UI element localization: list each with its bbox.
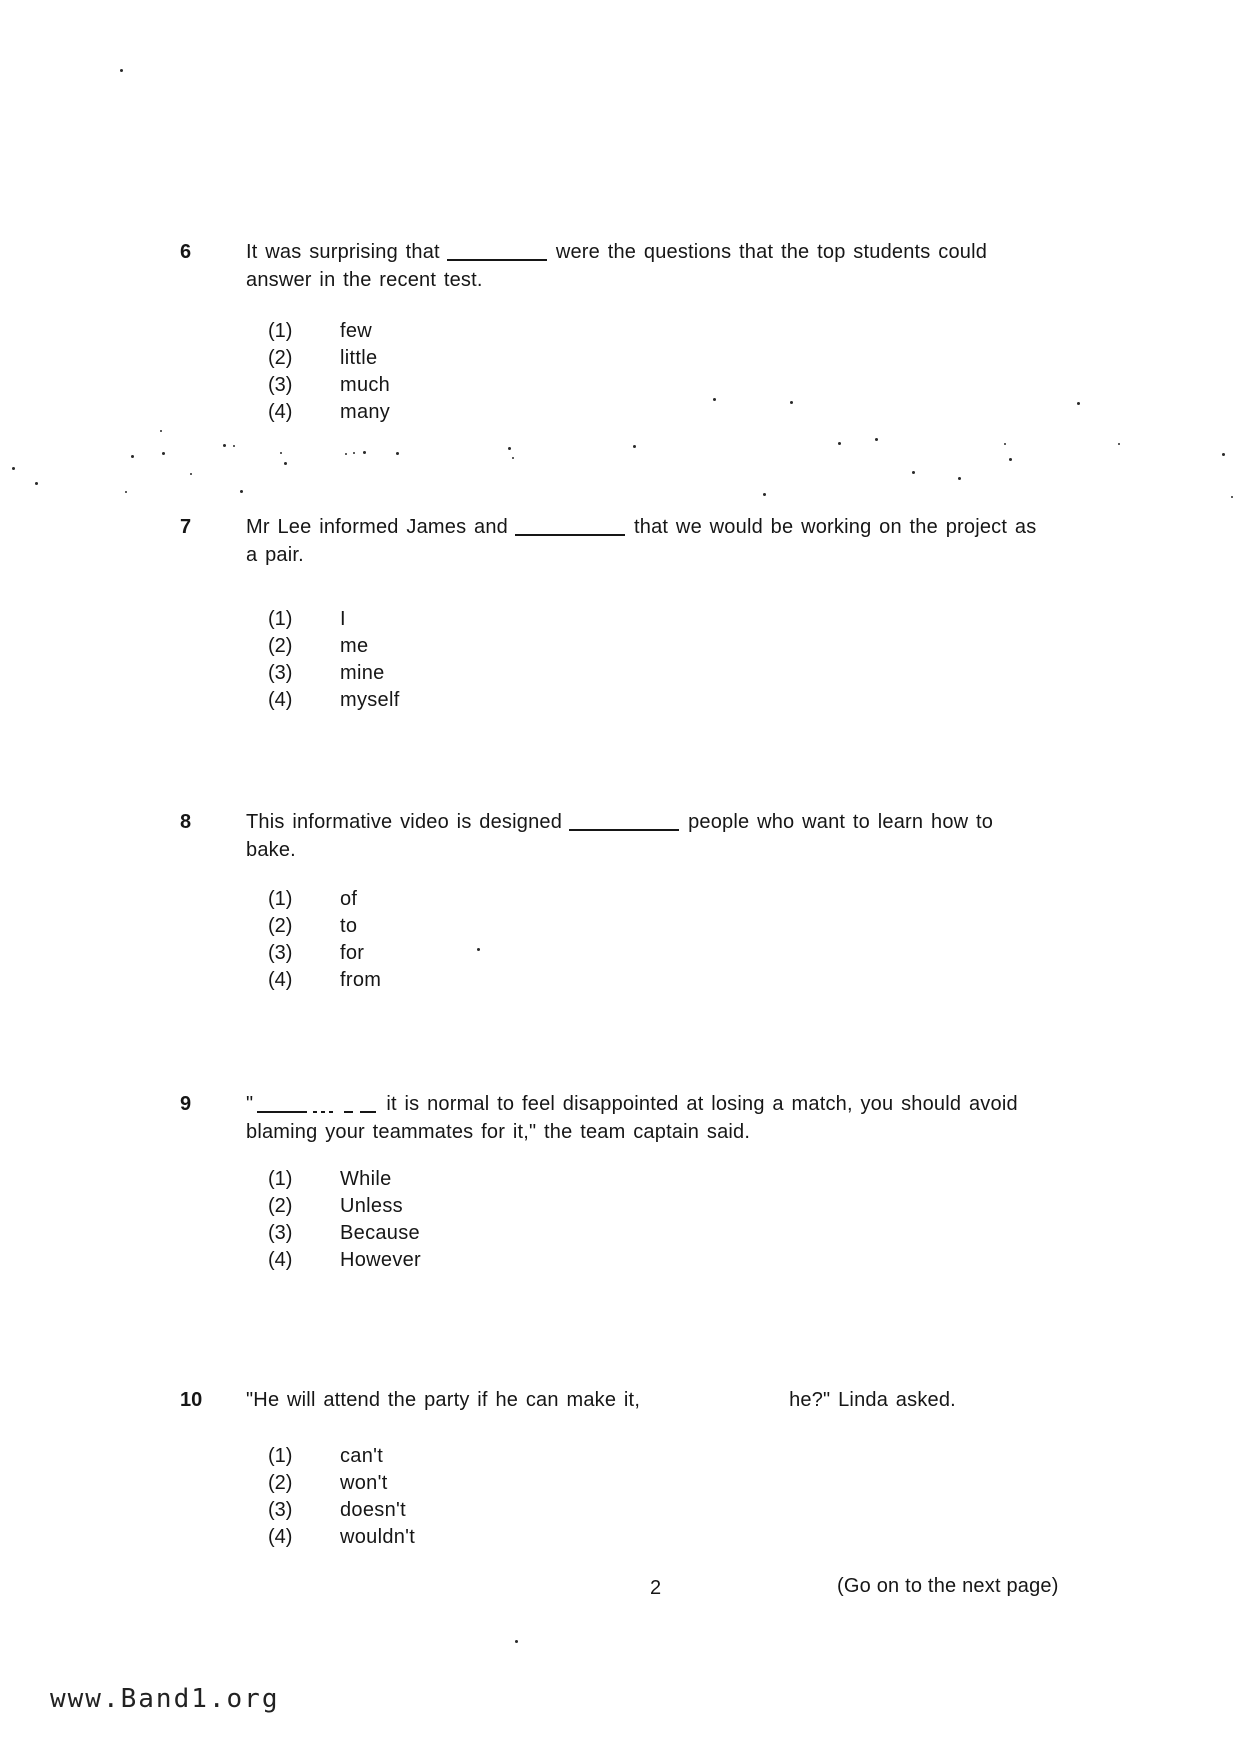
scan-noise-speck — [1231, 496, 1233, 498]
scan-noise-speck — [353, 452, 355, 454]
option-text: many — [340, 401, 391, 423]
option — [268, 1524, 1091, 1551]
scan-noise-speck — [223, 444, 226, 447]
options-list — [246, 1443, 1091, 1551]
option — [268, 606, 1091, 633]
scan-noise-speck — [790, 401, 793, 404]
scan-noise-speck — [35, 482, 38, 485]
question-number: 9 — [180, 1093, 192, 1115]
option — [268, 345, 1091, 372]
scan-noise-speck — [763, 493, 766, 496]
scan-noise-speck — [1077, 402, 1080, 405]
option-label: (3) — [268, 1222, 293, 1244]
scan-noise-speck — [363, 451, 366, 454]
scan-noise-speck — [1004, 443, 1006, 445]
option-label: (3) — [268, 1499, 293, 1521]
option-text: While — [340, 1168, 392, 1190]
scan-noise-speck — [280, 452, 282, 454]
option-label: (4) — [268, 689, 293, 711]
stem-text-after-blank: he?" Linda asked. — [789, 1389, 956, 1411]
watermark-url: www.Band1.org — [50, 1684, 280, 1714]
scan-noise-speck — [160, 430, 162, 432]
stem-text-before-blank: "He will attend the party if he can make it, — [246, 1389, 641, 1411]
option-text: from — [340, 969, 382, 991]
option-text: However — [340, 1249, 422, 1271]
option-text: I — [340, 608, 346, 630]
option — [268, 633, 1091, 660]
option — [268, 940, 1091, 967]
stem-text-after-blank: that we would be working on the project as — [634, 516, 1037, 538]
answer-blank — [647, 1395, 780, 1409]
option-label: (3) — [268, 942, 293, 964]
option — [268, 687, 1091, 714]
option — [268, 1497, 1091, 1524]
scan-noise-speck — [633, 445, 636, 448]
option-text: mine — [340, 662, 385, 684]
option-label: (4) — [268, 1526, 293, 1548]
question-stem — [246, 513, 1091, 569]
question-stem — [246, 1386, 1091, 1414]
option-text: won't — [340, 1472, 388, 1494]
scan-noise-speck — [284, 462, 287, 465]
question-8 — [0, 808, 1140, 994]
option-text: myself — [340, 689, 400, 711]
option-label: (4) — [268, 1249, 293, 1271]
stem-text-after-blank: people who want to learn how to — [688, 811, 994, 833]
question-number: 10 — [180, 1389, 203, 1411]
question-9 — [0, 1090, 1140, 1274]
scan-noise-speck — [477, 948, 480, 951]
stem-text-before-blank: " — [246, 1093, 254, 1115]
option — [268, 660, 1091, 687]
option — [268, 1443, 1091, 1470]
option-label: (2) — [268, 915, 293, 937]
question-10 — [0, 1386, 1140, 1551]
option-text: for — [340, 942, 365, 964]
option-label: (3) — [268, 662, 293, 684]
option-text: little — [340, 347, 378, 369]
page-number: 2 — [650, 1577, 662, 1599]
options-list — [246, 886, 1091, 994]
option-label: (2) — [268, 1472, 293, 1494]
option-label: (4) — [268, 401, 293, 423]
scan-noise-speck — [233, 445, 235, 447]
scan-noise-speck — [1222, 453, 1225, 456]
scan-noise-speck — [512, 457, 514, 459]
stem-text-line2: bake. — [246, 839, 296, 861]
option-text: wouldn't — [340, 1526, 416, 1548]
option — [268, 1193, 1091, 1220]
option-text: to — [340, 915, 358, 937]
option — [268, 372, 1091, 399]
option-label: (3) — [268, 374, 293, 396]
option-text: much — [340, 374, 391, 396]
stem-text-after-blank: were the questions that the top students could — [555, 241, 988, 263]
question-number: 7 — [180, 516, 192, 538]
scan-noise-speck — [190, 473, 192, 475]
answer-blank — [447, 245, 547, 261]
option — [268, 318, 1091, 345]
scan-noise-speck — [240, 490, 243, 493]
scan-noise-speck — [162, 452, 165, 455]
stem-text-after-blank: it is normal to feel disappointed at losing a match, you should avoid — [386, 1093, 1018, 1115]
answer-blank — [515, 520, 625, 536]
options-list — [246, 1166, 1091, 1274]
scan-noise-speck — [958, 477, 961, 480]
option-text: of — [340, 888, 358, 910]
option-text: can't — [340, 1445, 384, 1467]
options-list — [246, 606, 1091, 714]
options-list — [246, 318, 1091, 426]
option-text: Because — [340, 1222, 420, 1244]
option — [268, 1470, 1091, 1497]
option-text: me — [340, 635, 369, 657]
option-label: (2) — [268, 347, 293, 369]
option-label: (1) — [268, 888, 293, 910]
option-label: (1) — [268, 1445, 293, 1467]
question-number: 6 — [180, 241, 192, 263]
question-6 — [0, 238, 1140, 426]
question-number: 8 — [180, 811, 192, 833]
next-page-note: (Go on to the next page) — [837, 1575, 1059, 1597]
scan-noise-speck — [1009, 458, 1012, 461]
option-label: (1) — [268, 608, 293, 630]
scan-noise-speck — [125, 491, 127, 493]
scan-noise-speck — [396, 452, 399, 455]
option-label: (1) — [268, 1168, 293, 1190]
scan-noise-speck — [713, 398, 716, 401]
scan-noise-speck — [131, 455, 134, 458]
answer-blank — [257, 1099, 376, 1113]
option-text: few — [340, 320, 373, 342]
option — [268, 1166, 1091, 1193]
option — [268, 886, 1091, 913]
stem-text-before-blank: Mr Lee informed James and — [246, 516, 509, 538]
scan-noise-speck — [838, 442, 841, 445]
scan-noise-speck — [912, 471, 915, 474]
option-label: (2) — [268, 635, 293, 657]
scan-noise-speck — [508, 447, 511, 450]
stem-text-before-blank: It was surprising that — [246, 241, 440, 263]
question-stem — [246, 1090, 1091, 1146]
question-stem — [246, 808, 1091, 864]
option-text: doesn't — [340, 1499, 406, 1521]
option — [268, 399, 1091, 426]
scan-noise-speck — [515, 1640, 518, 1643]
option-label: (2) — [268, 1195, 293, 1217]
scan-noise-speck — [1118, 443, 1120, 445]
option-text: Unless — [340, 1195, 403, 1217]
scan-noise-speck — [345, 453, 347, 455]
option — [268, 1220, 1091, 1247]
option — [268, 967, 1091, 994]
stem-text-line2: a pair. — [246, 544, 304, 566]
stem-text-before-blank: This informative video is designed — [246, 811, 563, 833]
option-label: (1) — [268, 320, 293, 342]
option-label: (4) — [268, 969, 293, 991]
scan-noise-speck — [120, 69, 123, 72]
option — [268, 1247, 1091, 1274]
option — [268, 913, 1091, 940]
scan-noise-speck — [12, 467, 15, 470]
question-stem — [246, 238, 1091, 294]
stem-text-line2: answer in the recent test. — [246, 269, 483, 291]
answer-blank — [569, 815, 679, 831]
scan-noise-speck — [875, 438, 878, 441]
question-7 — [0, 513, 1140, 714]
stem-text-line2: blaming your teammates for it," the team captain said. — [246, 1121, 751, 1143]
